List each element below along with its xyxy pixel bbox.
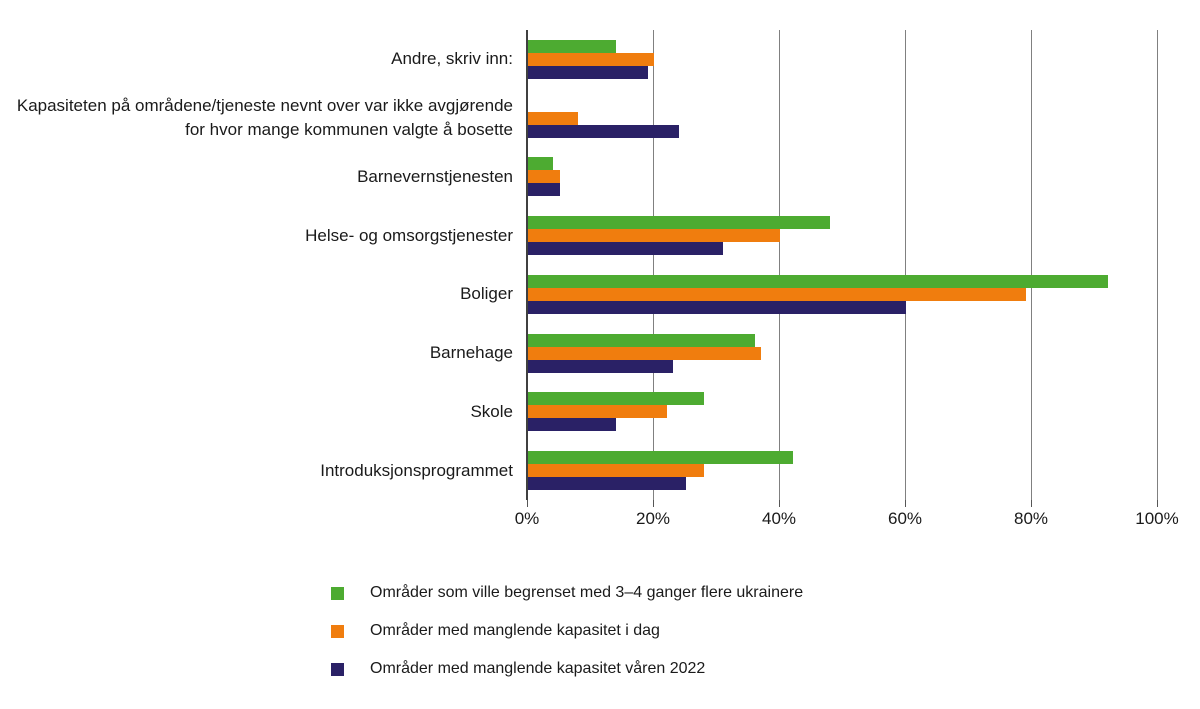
bar-orange — [528, 405, 667, 418]
bar-green — [528, 334, 755, 347]
bar-orange — [528, 464, 704, 477]
bar-green — [528, 451, 793, 464]
bar-green — [528, 275, 1108, 288]
x-tick-label: 80% — [1013, 509, 1049, 528]
x-tick-label: 20% — [635, 509, 671, 528]
legend-label: Områder med manglende kapasitet våren 2022 — [370, 660, 706, 677]
x-tick-label: 40% — [761, 509, 797, 528]
category-label: Barnehage — [429, 343, 513, 363]
legend-item-green — [331, 584, 803, 602]
bar-navy — [528, 301, 906, 314]
gridline — [1157, 30, 1158, 500]
bar-green — [528, 392, 704, 405]
bar-green — [528, 40, 616, 53]
bar-orange — [528, 229, 780, 242]
axis-tick — [1157, 500, 1158, 507]
bar-green — [528, 157, 553, 170]
legend-item-orange — [331, 622, 803, 640]
bar-navy — [528, 125, 679, 138]
bar-navy — [528, 66, 648, 79]
axis-tick — [779, 500, 780, 507]
bar-orange — [528, 112, 578, 125]
category-label: Helse- og omsorgstjenester — [305, 225, 513, 245]
bar-orange — [528, 53, 654, 66]
category-label: Skole — [470, 401, 513, 421]
axis-tick — [653, 500, 654, 507]
bar-navy — [528, 418, 616, 431]
gridline — [1031, 30, 1032, 500]
gridline — [905, 30, 906, 500]
bar-orange — [528, 347, 761, 360]
bar-green — [528, 216, 830, 229]
bar-navy — [528, 360, 673, 373]
axis-tick — [1031, 500, 1032, 507]
legend — [331, 584, 803, 678]
axis-tick — [527, 500, 528, 507]
gridline — [653, 30, 654, 500]
category-label: Boliger — [460, 284, 513, 304]
gridline — [779, 30, 780, 500]
bar-navy — [528, 242, 723, 255]
axis-tick — [905, 500, 906, 507]
category-label: Andre, skriv inn: — [391, 49, 513, 69]
legend-item-navy — [331, 660, 803, 678]
x-tick-label: 0% — [514, 509, 540, 528]
bar-navy — [528, 477, 686, 490]
legend-swatch-orange — [331, 625, 344, 638]
category-label: Introduksjonsprogrammet — [320, 460, 513, 480]
x-tick-label: 60% — [887, 509, 923, 528]
category-label: Barnevernstjenesten — [357, 166, 513, 186]
category-label: Kapasiteten på områdene/tjeneste nevnt over var ikke avgjørende for hvor mange kommunen valgte å bosette — [16, 96, 513, 140]
bar-navy — [528, 183, 560, 196]
x-tick-label: 100% — [1135, 509, 1179, 528]
bar-orange — [528, 288, 1026, 301]
legend-swatch-green — [331, 587, 344, 600]
bar-orange — [528, 170, 560, 183]
legend-label: Områder som ville begrenset med 3–4 ganger flere ukrainere — [370, 584, 804, 601]
legend-label: Områder med manglende kapasitet i dag — [370, 622, 660, 639]
legend-swatch-navy — [331, 663, 344, 676]
